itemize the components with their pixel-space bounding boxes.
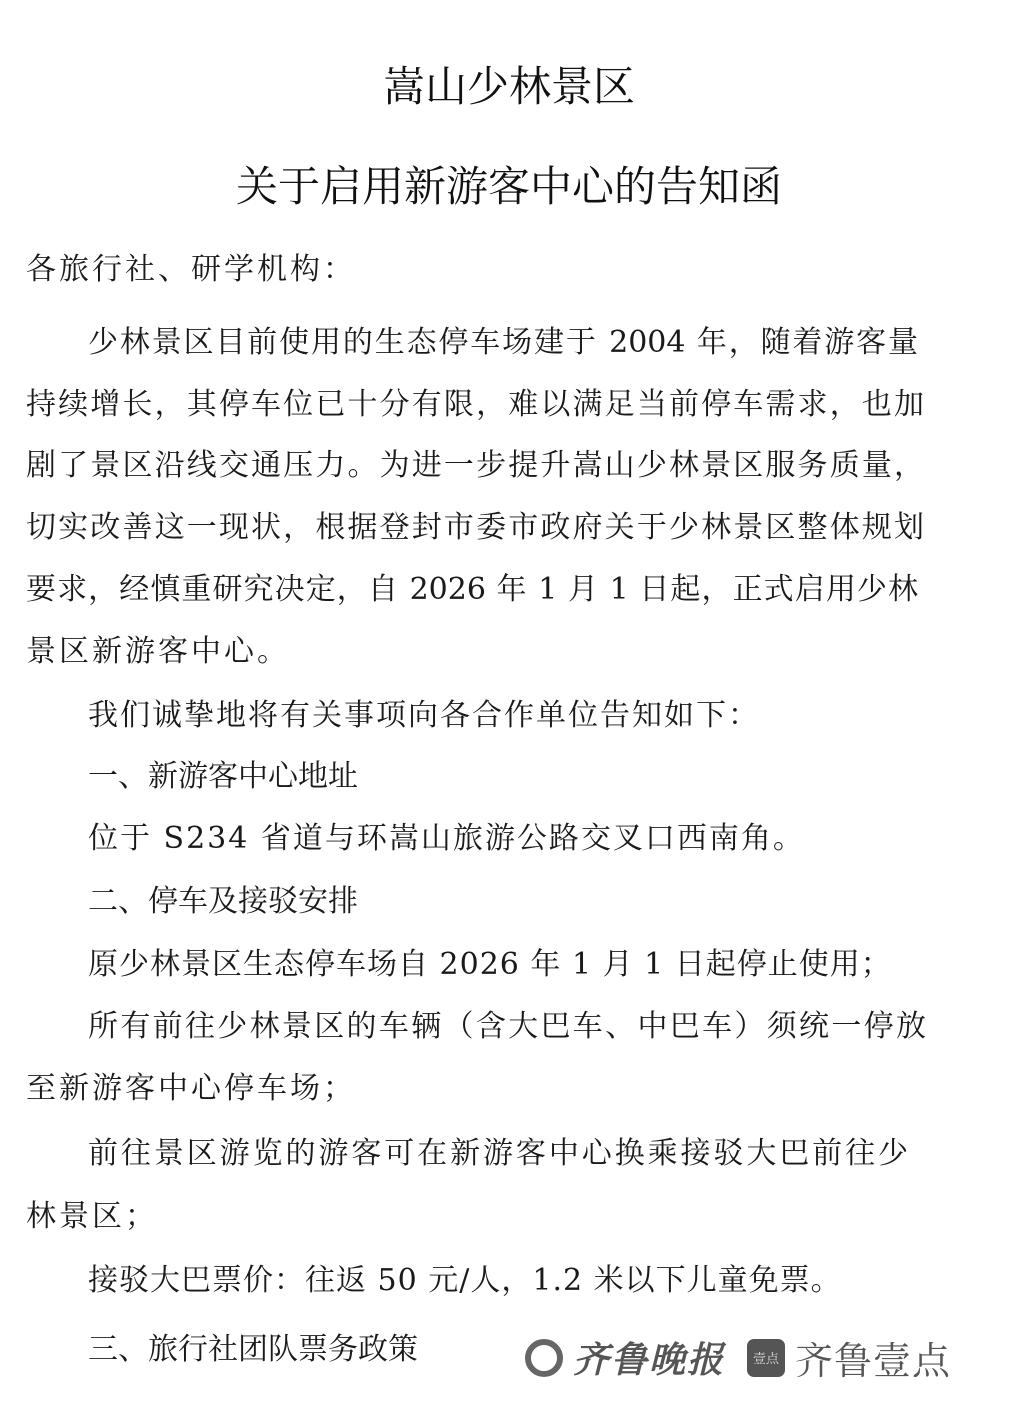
body-line: 切实改善这一现状，根据登封市委市政府关于少林景区整体规划: [26, 510, 924, 545]
salutation: 各旅行社、研学机构：: [26, 252, 356, 287]
watermark-newspaper: 齐鲁晚报: [573, 1339, 726, 1381]
body-line: 剧了景区沿线交通压力。为进一步提升嵩山少林景区服务质量，: [26, 448, 924, 483]
watermark-app: 齐鲁壹点: [795, 1339, 952, 1383]
body-line: 前往景区游览的游客可在新游客中心换乘接驳大巴前往少: [88, 1136, 908, 1171]
app-badge-icon: 壹点: [747, 1339, 785, 1377]
section-heading-address: 一、新游客中心地址: [88, 759, 358, 794]
body-line: 我们诚挚地将有关事项向各合作单位告知如下：: [88, 698, 760, 733]
body-line: 原少林景区生态停车场自 2026 年 1 月 1 日起停止使用；: [88, 947, 892, 982]
body-line: 景区新游客中心。: [26, 634, 290, 669]
document-subtitle: 关于启用新游客中心的告知函: [235, 162, 782, 211]
body-line: 接驳大巴票价：往返 50 元/人，1.2 米以下儿童免票。: [88, 1263, 842, 1298]
body-line: 至新游客中心停车场；: [26, 1071, 356, 1106]
document-title: 嵩山少林景区: [382, 62, 635, 111]
body-line: 位于 S234 省道与环嵩山旅游公路交叉口西南角。: [88, 821, 805, 856]
watermark: [525, 1330, 951, 1385]
body-line: 所有前往少林景区的车辆（含大巴车、中巴车）须统一停放: [88, 1009, 926, 1044]
section-heading-parking: 二、停车及接驳安排: [88, 884, 358, 919]
body-line: 少林景区目前使用的生态停车场建于 2004 年，随着游客量: [88, 325, 918, 360]
body-line: 要求，经慎重研究决定，自 2026 年 1 月 1 日起，正式启用少林: [26, 572, 918, 607]
newspaper-logo-icon: [525, 1339, 563, 1377]
section-heading-ticketing: 三、旅行社团队票务政策: [88, 1332, 418, 1367]
body-line: 林景区；: [26, 1199, 158, 1234]
body-line: 持续增长，其停车位已十分有限，难以满足当前停车需求，也加: [26, 387, 924, 422]
